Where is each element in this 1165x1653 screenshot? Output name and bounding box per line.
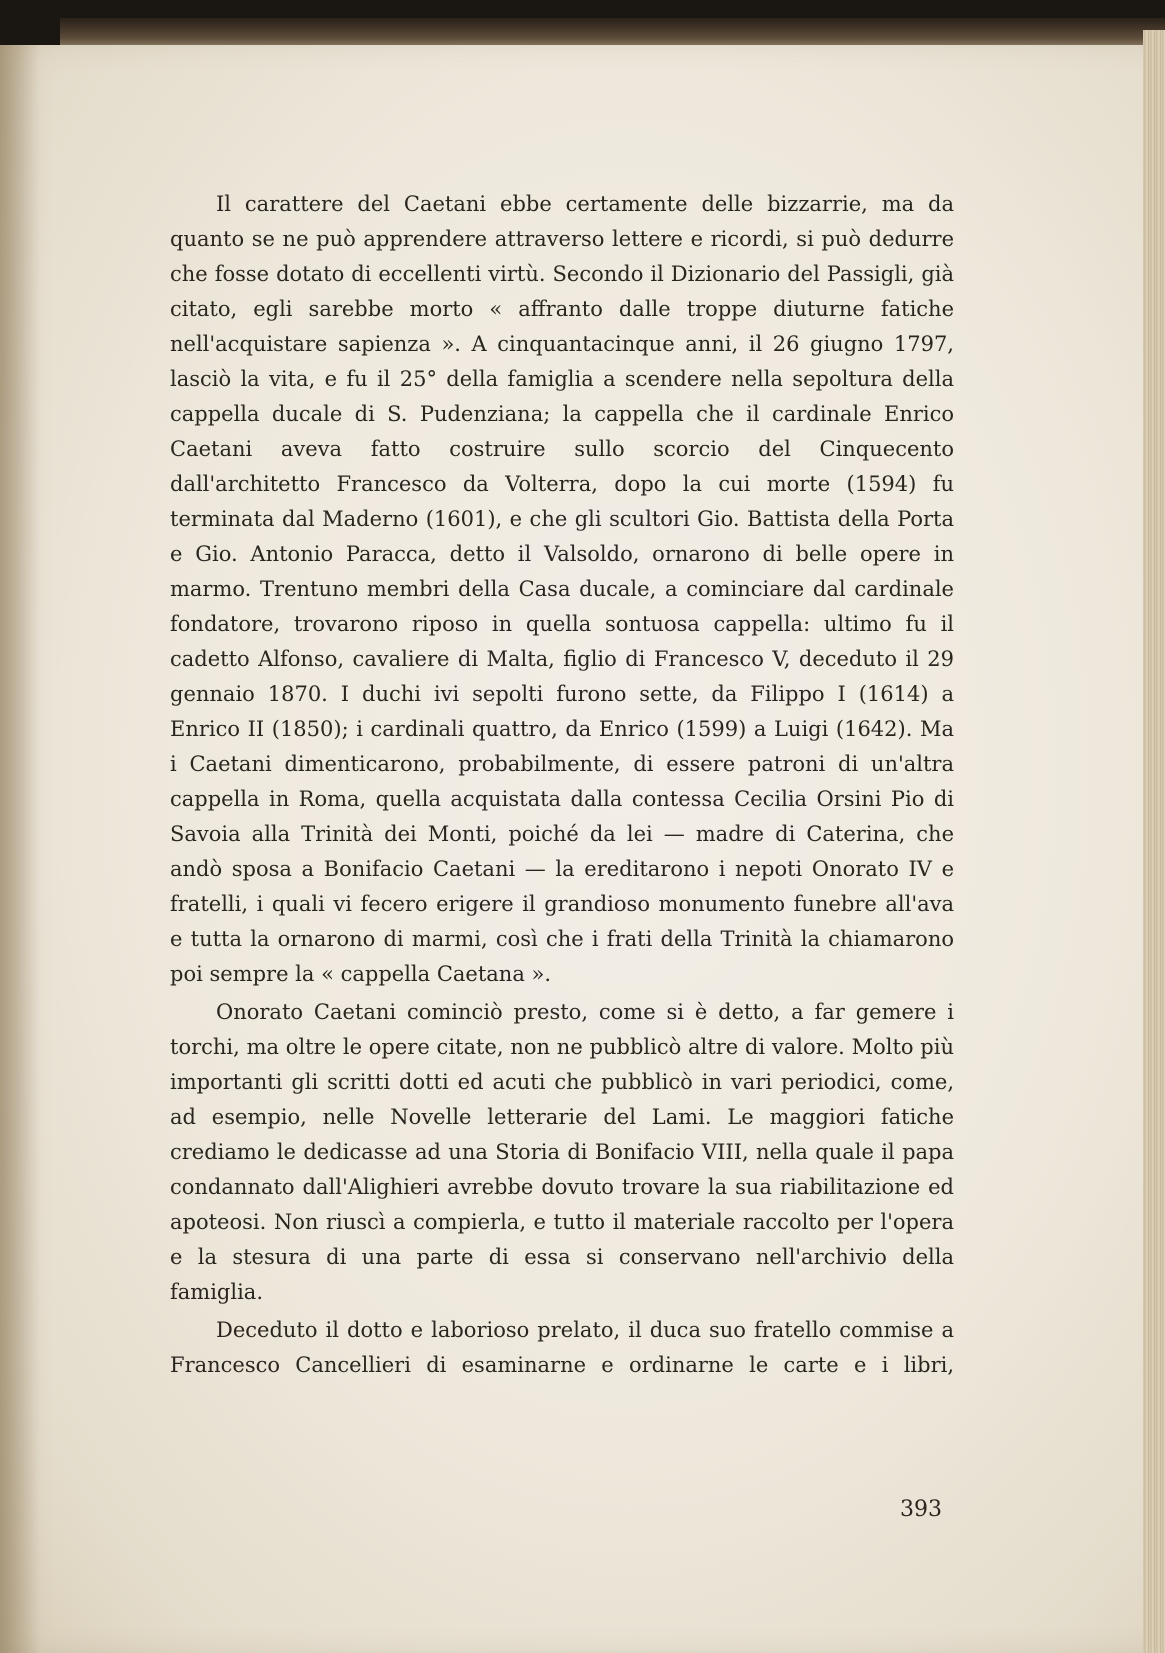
page-number: 393 bbox=[900, 1497, 942, 1522]
paragraph-1: Il carattere del Caetani ebbe certamente delle bizzarrie, ma da quanto se ne può apprendere attraverso lettere e ricordi, si può dedurre che fosse dotato di eccellenti virtù. Secondo il Dizionario del Passigli, già citato, egli sarebbe morto « affranto dalle troppe diuturne fatiche nell'acquistare sapienza ». A cinquantacinque anni, il 26 giugno 1797, lasciò la vita, e fu il 25° della famiglia a scendere nella sepoltura della cappella ducale di S. Pudenziana; la cappella che il cardinale Enrico Caetani aveva fatto costruire sullo scorcio del Cinquecento dall'architetto Francesco da Volterra, dopo la cui morte (1594) fu terminata dal Maderno (1601), e che gli scultori Gio. Battista della Porta e Gio. Antonio Paracca, detto il Valsoldo, ornarono di belle opere in marmo. Trentuno membri della Casa ducale, a cominciare dal cardinale fondatore, trovarono riposo in quella sontuosa cappella: ultimo fu il cadetto Alfonso, cavaliere di Malta, figlio di Francesco V, deceduto il 29 gennaio 1870. I duchi ivi sepolti furono sette, da Filippo I (1614) a Enrico II (1850); i cardinali quattro, da Enrico (1599) a Luigi (1642). Ma i Caetani dimenticarono, probabilmente, di essere patroni di un'altra cappella in Roma, quella acquistata dalla contessa Cecilia Orsini Pio di Savoia alla Trinità dei Monti, poiché da lei — madre di Caterina, che andò sposa a Bonifacio Caetani — la ereditarono i nepoti Onorato IV e fratelli, i quali vi fecero erigere il grandioso monumento funebre all'ava e tutta la ornarono di marmi, così che i frati della Trinità la chiamarono poi sempre la « cappella Caetana ». bbox=[170, 192, 954, 986]
paragraph-3: Deceduto il dotto e laborioso prelato, il duca suo fratello commise a Francesco Cancellieri di esaminarne e ordinarne le carte e i libri, bbox=[170, 1318, 954, 1377]
paragraph-2: Onorato Caetani cominciò presto, come si è detto, a far gemere i torchi, ma oltre le opere citate, non ne pubblicò altre di valore. Molto più importanti gli scritti dotti ed acuti che pubblicò in vari periodici, come, ad esempio, nelle Novelle letterarie del Lami. Le maggiori fatiche crediamo le dedicasse ad una Storia di Bonifacio VIII, nella quale il papa condannato dall'Alighieri avrebbe dovuto trovare la sua riabilitazione ed apoteosi. Non riuscì a compierla, e tutto il materiale raccolto per l'opera e la stesura di una parte di essa si conservano nell'archivio della famiglia. bbox=[170, 1000, 954, 1304]
page-sheet bbox=[0, 45, 1143, 1653]
body-text bbox=[170, 187, 954, 1383]
page-stack-edge bbox=[1143, 30, 1165, 1653]
